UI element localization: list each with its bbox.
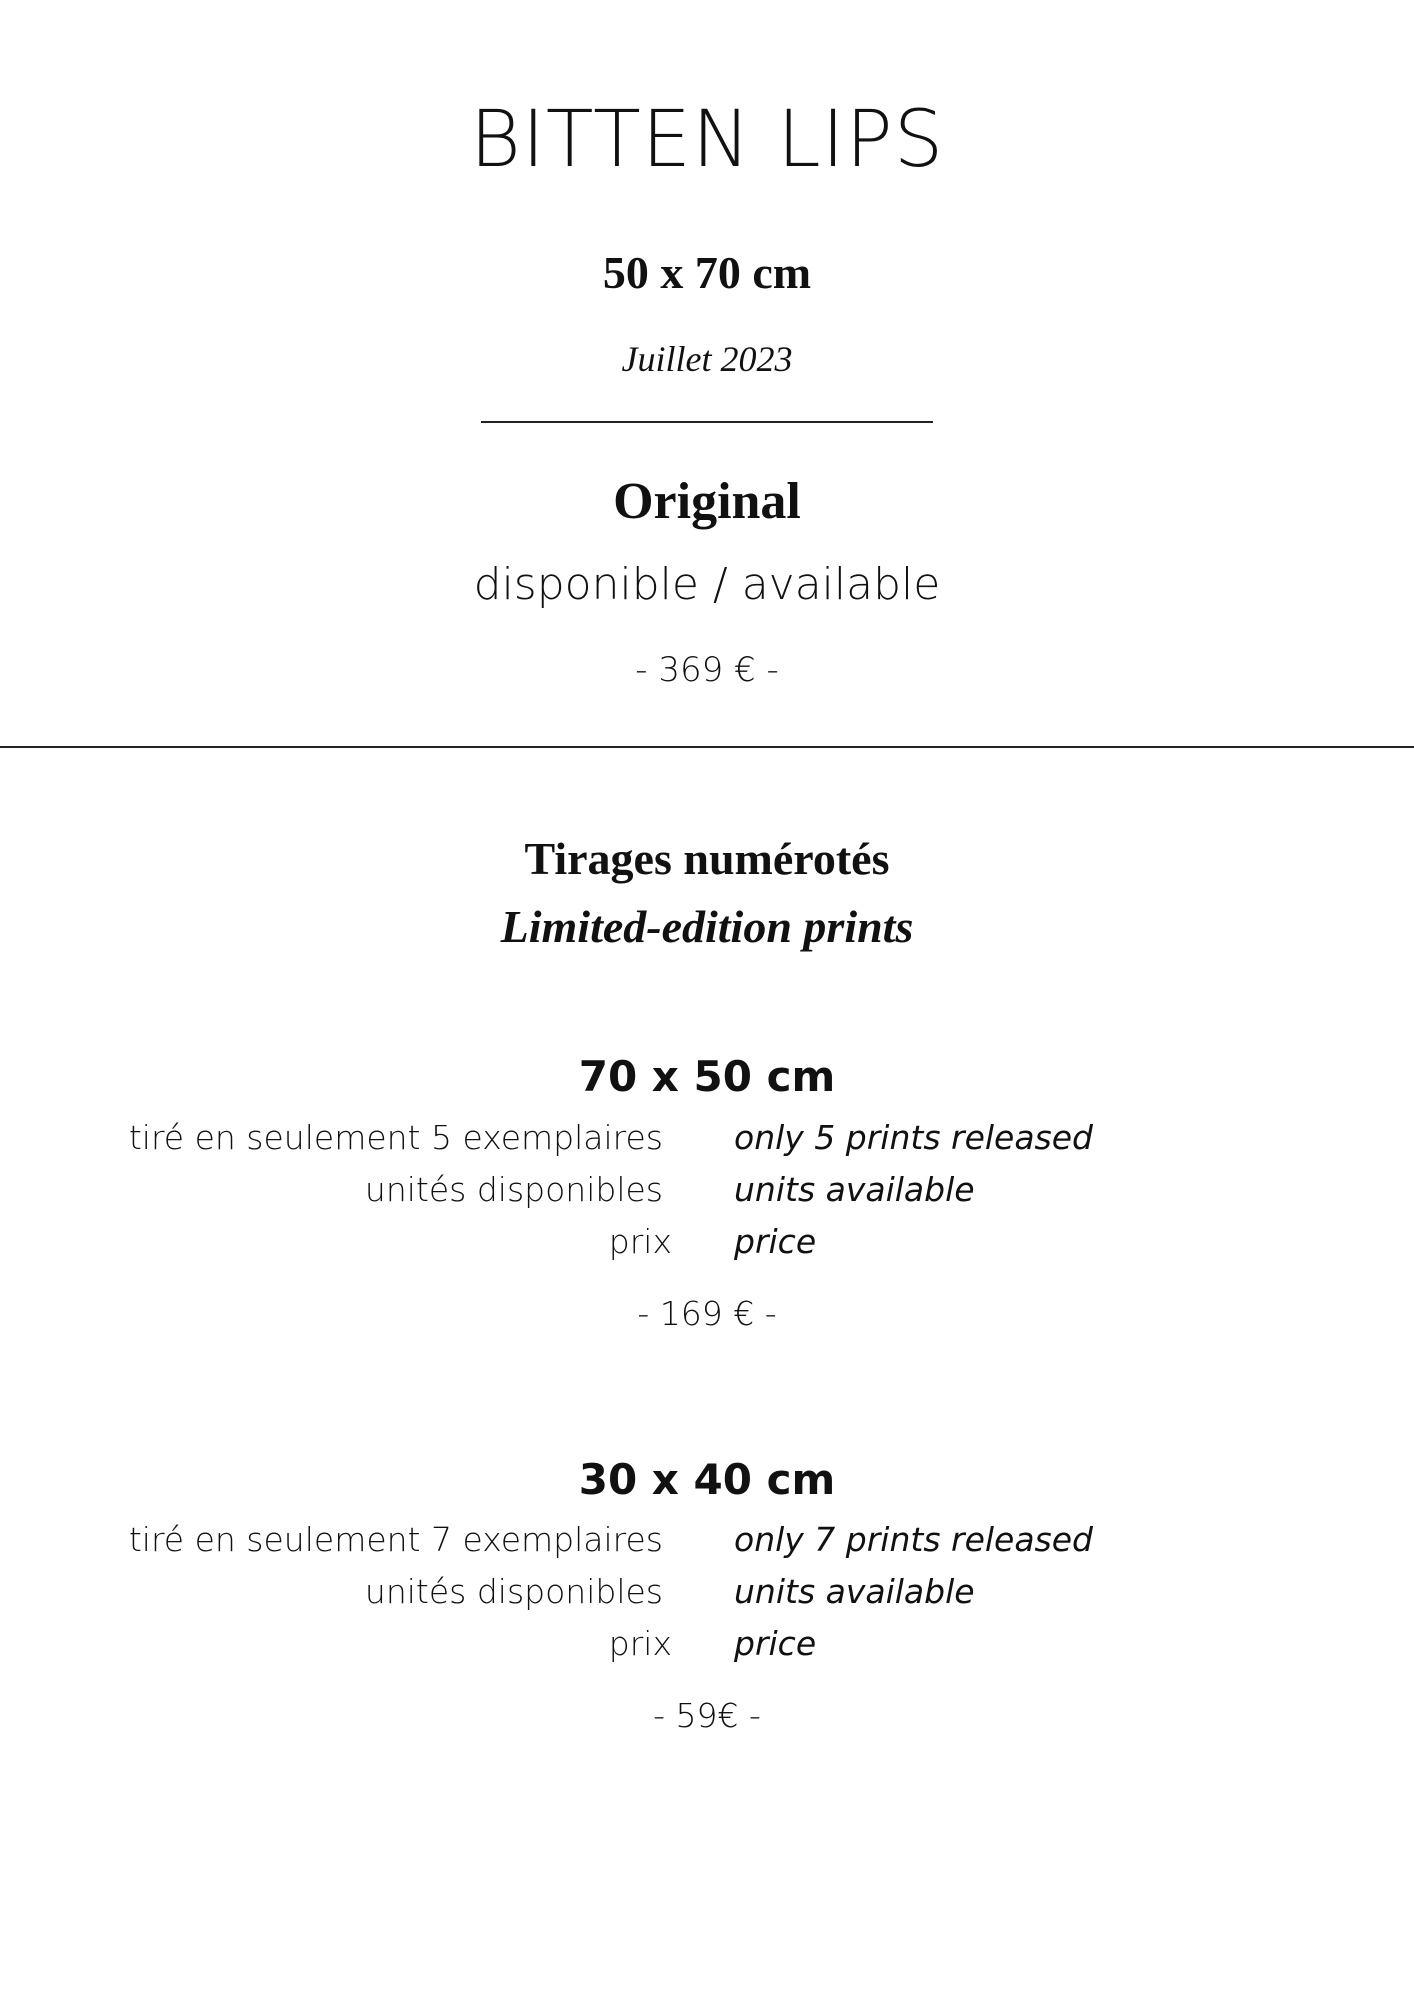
section-divider — [0, 746, 1414, 748]
prints-heading-en: Limited-edition prints — [500, 901, 914, 952]
original-heading: Original — [613, 473, 801, 530]
edition-price-label-en: price — [734, 1222, 817, 1261]
edition-price-label-en: price — [734, 1624, 817, 1663]
artwork-title: BITTEN LIPS — [469, 95, 945, 185]
artwork-date: Juillet 2023 — [621, 339, 793, 379]
edition-available-en: units available — [734, 1170, 975, 1209]
edition-size: 30 x 40 cm — [578, 1455, 836, 1504]
edition-released-en: only 7 prints released — [734, 1520, 1094, 1559]
edition-price-label-fr: prix — [608, 1624, 672, 1663]
edition-size: 70 x 50 cm — [578, 1052, 836, 1101]
title-divider — [481, 421, 933, 423]
original-status: disponible / available — [473, 559, 941, 610]
edition-price: - 59€ - — [653, 1696, 761, 1735]
artwork-dimensions: 50 x 70 cm — [602, 247, 812, 298]
original-price: - 369 € - — [635, 650, 779, 690]
prints-heading-fr: Tirages numérotés — [524, 833, 890, 884]
edition-price-label-fr: prix — [608, 1222, 672, 1261]
edition-price: - 169 € - — [637, 1294, 777, 1333]
edition-available-fr: unités disponibles — [364, 1572, 663, 1611]
edition-released-fr: tiré en seulement 7 exemplaires — [128, 1520, 663, 1559]
edition-available-fr: unités disponibles — [364, 1170, 663, 1209]
edition-released-fr: tiré en seulement 5 exemplaires — [128, 1118, 663, 1157]
edition-released-en: only 5 prints released — [734, 1118, 1094, 1157]
edition-available-en: units available — [734, 1572, 975, 1611]
